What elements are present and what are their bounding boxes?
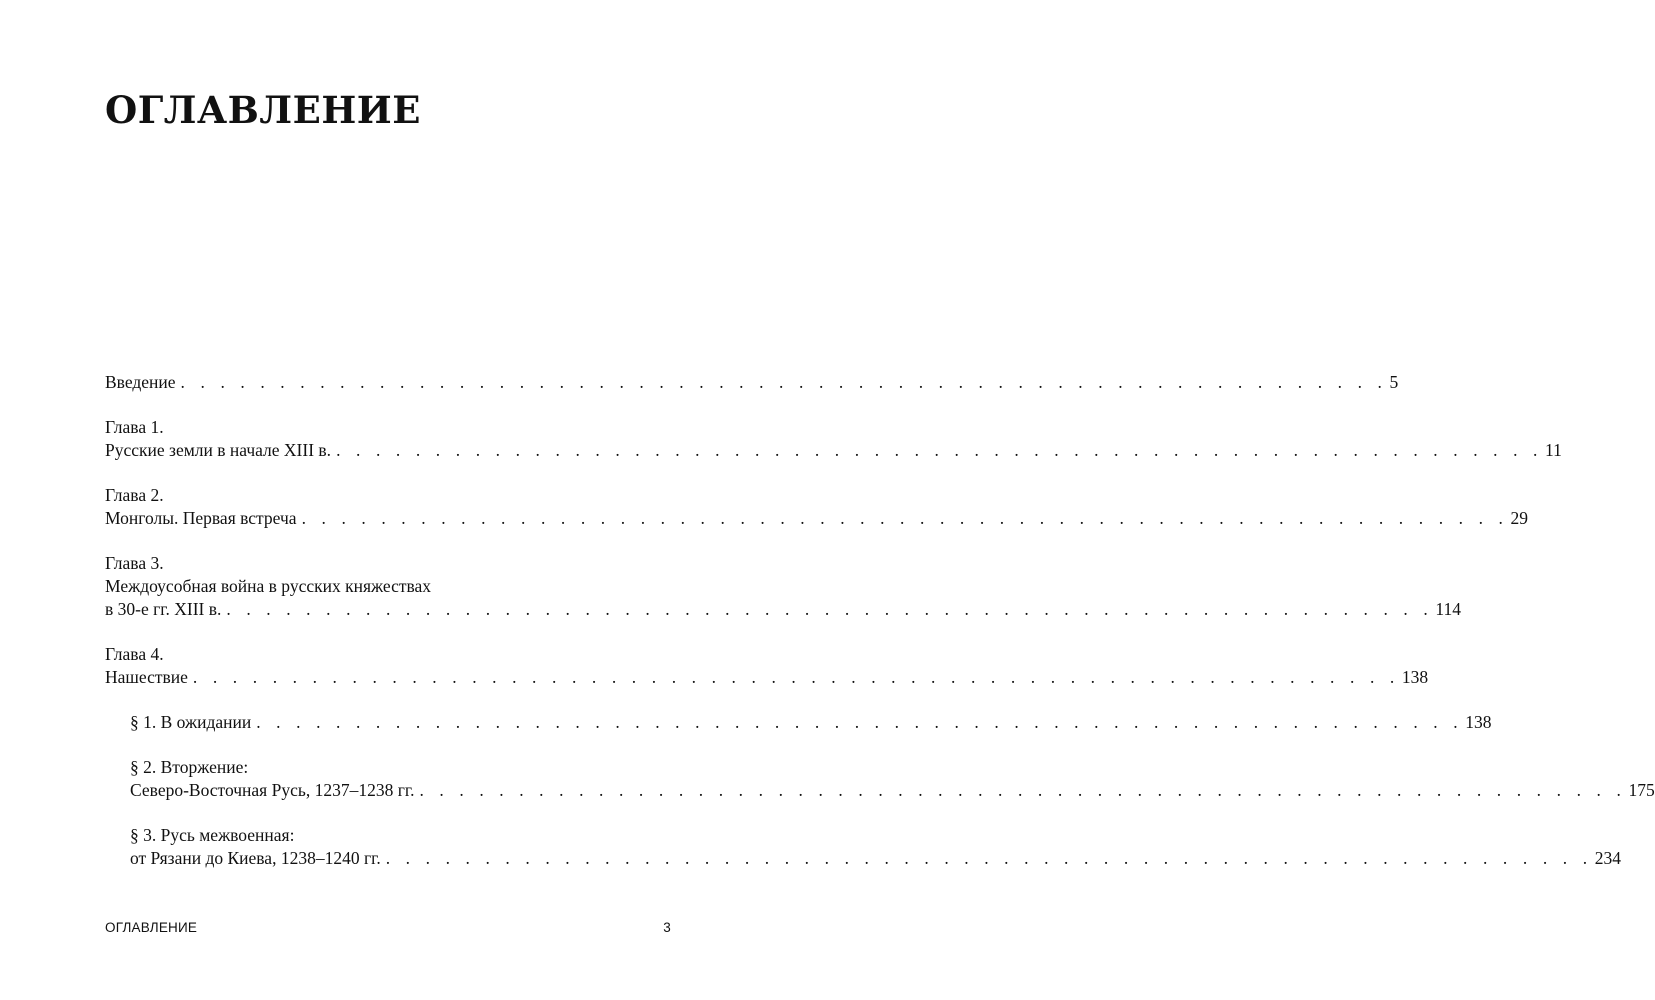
toc-entry-title: Монголы. Первая встреча (105, 508, 297, 528)
toc-entry-title: § 1. В ожидании (130, 712, 252, 732)
toc-entry-section-1[interactable] (105, 711, 1492, 734)
toc-leader-line (105, 439, 1562, 462)
toc-entry-title: Северо-Восточная Русь, 1237–1238 гг. (130, 780, 415, 800)
toc-leader-line (130, 779, 1655, 802)
toc-entry-section-2[interactable] (105, 756, 1655, 802)
page-title: ОГЛАВЛЕНИЕ (105, 88, 421, 132)
toc-chapter-label: Глава 3. (105, 553, 164, 573)
toc-page-number: 114 (1435, 599, 1461, 619)
table-of-contents (105, 371, 1655, 892)
toc-leader-line (105, 666, 1429, 689)
toc-entry-title-line: Междоусобная война в русских княжествах (105, 576, 432, 596)
dot-leader: . . . . . . . . . . . . . . . . . . . . . . . . . . . . . . . . . . . . . . . . . . . . . . . . . . . . . . . . . . . . . (301, 508, 1509, 528)
toc-chapter-label: Глава 2. (105, 485, 164, 505)
dot-leader: . . . . . . . . . . . . . . . . . . . . . . . . . . . . . . . . . . . . . . . . . . . . . . . . . . . . . . . . . . . . . (192, 667, 1400, 687)
dot-leader: . . . . . . . . . . . . . . . . . . . . . . . . . . . . . . . . . . . . . . . . . . . . . . . . . . . . . . . . . . . . . (336, 440, 1544, 460)
toc-page-number: 5 (1389, 372, 1399, 392)
toc-entry-title: Нашествие (105, 667, 188, 687)
page-footer (105, 919, 671, 937)
toc-leader-line (105, 598, 1461, 621)
dot-leader: . . . . . . . . . . . . . . . . . . . . . . . . . . . . . . . . . . . . . . . . . . . . . . . . . . . . . . . . . . . . . (419, 780, 1627, 800)
toc-entry-title: от Рязани до Киева, 1238–1240 гг. (130, 848, 381, 868)
toc-entry-chapter-2[interactable] (105, 484, 1529, 530)
toc-page-number: 175 (1628, 780, 1655, 800)
dot-leader: . . . . . . . . . . . . . . . . . . . . . . . . . . . . . . . . . . . . . . . . . . . . . . . . . . . . . . . . . . . . . (226, 599, 1434, 619)
toc-leader-line (130, 847, 1621, 870)
toc-section-label: § 3. Русь межвоенная: (130, 825, 295, 845)
toc-leader-line (105, 371, 1399, 394)
toc-section-label: § 2. Вторжение: (130, 757, 249, 777)
toc-page-number: 138 (1401, 667, 1429, 687)
toc-page-number: 11 (1545, 440, 1562, 460)
page-number: 3 (663, 920, 671, 935)
dot-leader: . . . . . . . . . . . . . . . . . . . . . . . . . . . . . . . . . . . . . . . . . . . . . . . . . . . . . . . . . . . . . (385, 848, 1593, 868)
dot-leader: . . . . . . . . . . . . . . . . . . . . . . . . . . . . . . . . . . . . . . . . . . . . . . . . . . . . . . . . . . . . . (256, 712, 1464, 732)
toc-chapter-label: Глава 4. (105, 644, 164, 664)
dot-leader: . . . . . . . . . . . . . . . . . . . . . . . . . . . . . . . . . . . . . . . . . . . . . . . . . . . . . . . . . . . . . (180, 372, 1388, 392)
toc-page-number: 138 (1465, 712, 1492, 732)
toc-entry-chapter-1[interactable] (105, 416, 1562, 462)
toc-entry-chapter-3[interactable] (105, 552, 1461, 621)
toc-entry-title: Русские земли в начале XIII в. (105, 440, 332, 460)
toc-leader-line (130, 711, 1492, 734)
toc-entry-title: в 30-е гг. XIII в. (105, 599, 222, 619)
running-title: ОГЛАВЛЕНИЕ (105, 920, 198, 935)
toc-leader-line (105, 507, 1529, 530)
toc-entry-title: Введение (105, 372, 176, 392)
toc-entry-chapter-4[interactable] (105, 643, 1429, 689)
toc-page-number: 234 (1594, 848, 1621, 868)
toc-entry-introduction[interactable] (105, 371, 1399, 394)
toc-page-number: 29 (1510, 508, 1529, 528)
toc-chapter-label: Глава 1. (105, 417, 164, 437)
toc-entry-section-3[interactable] (105, 824, 1621, 870)
